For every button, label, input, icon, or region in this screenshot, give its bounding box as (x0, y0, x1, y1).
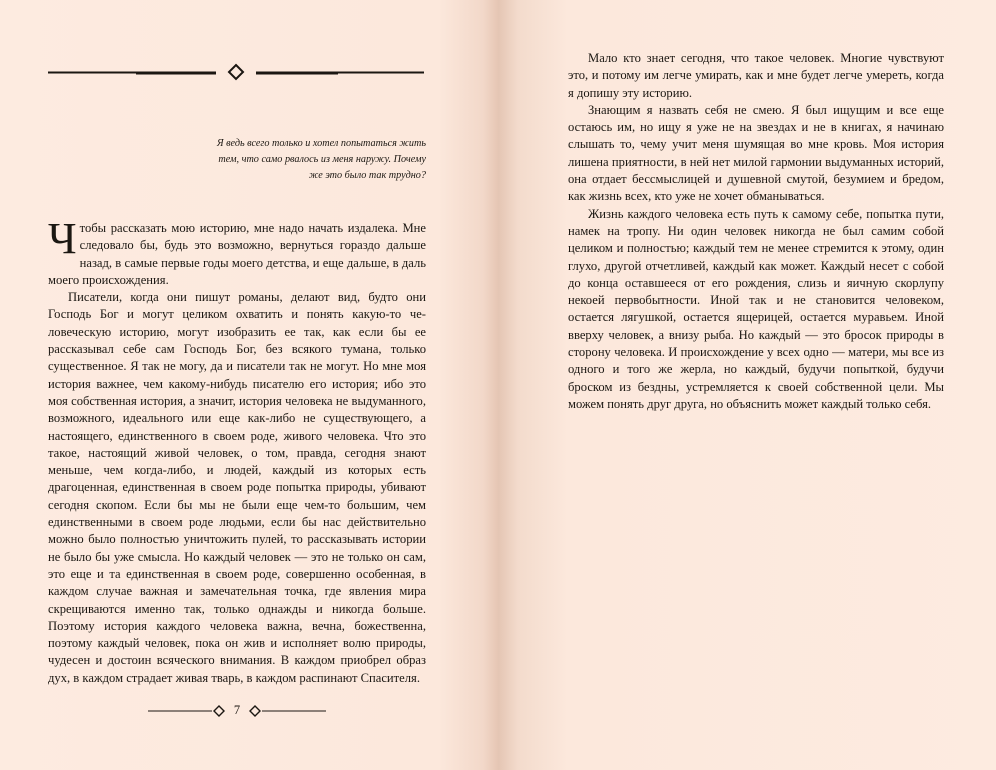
opening-paragraph (48, 214, 426, 289)
epigraph: Я ведь всего только и хотел попытаться жить тем, что само рвалось из меня наружу. Почему же это было так трудно? (216, 138, 426, 181)
page-footer (148, 700, 326, 722)
paragraph: Писатели, когда они пишут романы, делают вид, будто они Господь Бог и могут целиком охватить и понять какую-то человеческую историю, могут изобразить ее так, как если бы ее рассказывал себе сам Господь Бог, без всякого тумана, только существенное. Я так не могу, да и писатели так не могут. Но мне моя история важнее, чем какому-нибудь писателю его история; ибо это моя собственная история, а значит, история человека не выдуманного, возможного, идеального или еще как-либо не существующего, а настоящего, единственного в своем роде, живого человека. Что это такое, настоящий живой человек, о том, правда, сегодня знают меньше, чем когда-либо, и людей, каждый из которых есть драгоценная, единственная в своем роде попытка природы, убивают сегодня скопом. Если бы мы не были еще чем-то большим, чем единственными в своем роде людьми, если бы нас действительно можно было полностью уничтожить пулей, то рассказывать истории не было бы уже смысла. Но каждый человек — это не только он сам, это еще и та единственная в своем роде, совершенно особенная, в каждом случае важная и замечательная точка, где явления мира скрещиваются именно так, только однажды и никогда больше. Поэтому история каждого человека важна, вечна, божественна, поэтому каждый человек, пока он жив и исполняет волю природы, чудесен и достоин всяческого внимания. В каждом приобрел образ дух, в каждом страдает живая тварь, в каждом распинают Спасителя. (48, 290, 426, 685)
drop-cap: Ч (48, 214, 77, 263)
paragraph: Жизнь каждого человека есть путь к самому себе, попытка пути, намек на тропу. Ни один человек никогда не был самим собой целиком и полностью; каждый тем не менее стремится к этому, один глухо, другой отчетливей, каждый как может. Каждый несет с собой до конца оставшееся от его рождения, слизь и яичную скорлупу некоей первобытности. Иной так и не становится человеком, остается лягушкой, остается ящерицей, остается муравьем. Иной вверху человек, а внизу рыба. Но каждый — это бросок природы в сторону человека. И происхождение у всех одно — матери, мы все из одного и того же жерла, но каждый, будучи попыткой, будучи броском из бездны, устремляется к своей собственной цели. Мы можем понять друг друга, но объяснить может каждый только себя. (568, 206, 944, 411)
page-number: 7 (233, 703, 241, 717)
opening-paragraph-text: тобы рассказать мою историю, мне надо начать издалека. Мне следовало бы, будь это возможно, вернуться гораздо дальше назад, в самые первые годы моего детства, и еще дальше, в даль моего происхождения. (48, 221, 426, 287)
paragraph: Мало кто знает сегодня, что такое человек. Многие чувствуют это, и потому им легче умирать, как и мне будет легче умереть, когда я допишу эту историю. (568, 51, 944, 100)
right-main-text (568, 50, 944, 413)
paragraph: Знающим я назвать себя не смею. Я был ищущим и все еще остаюсь им, но ищу я уже не на звездах и не в книгах, я начинаю слышать то, чему учит меня шумящая во мне кровь. Моя история лишена приятности, в ней нет милой гармонии выдуманных историй, она отдает бессмыслицей и душевной смутой, безумием и бредом, как жизнь всех, кто уже не хочет обманываться. (568, 102, 944, 204)
left-main-text (48, 214, 426, 687)
right-page (498, 0, 996, 770)
chapter-ornament-divider (48, 62, 424, 82)
